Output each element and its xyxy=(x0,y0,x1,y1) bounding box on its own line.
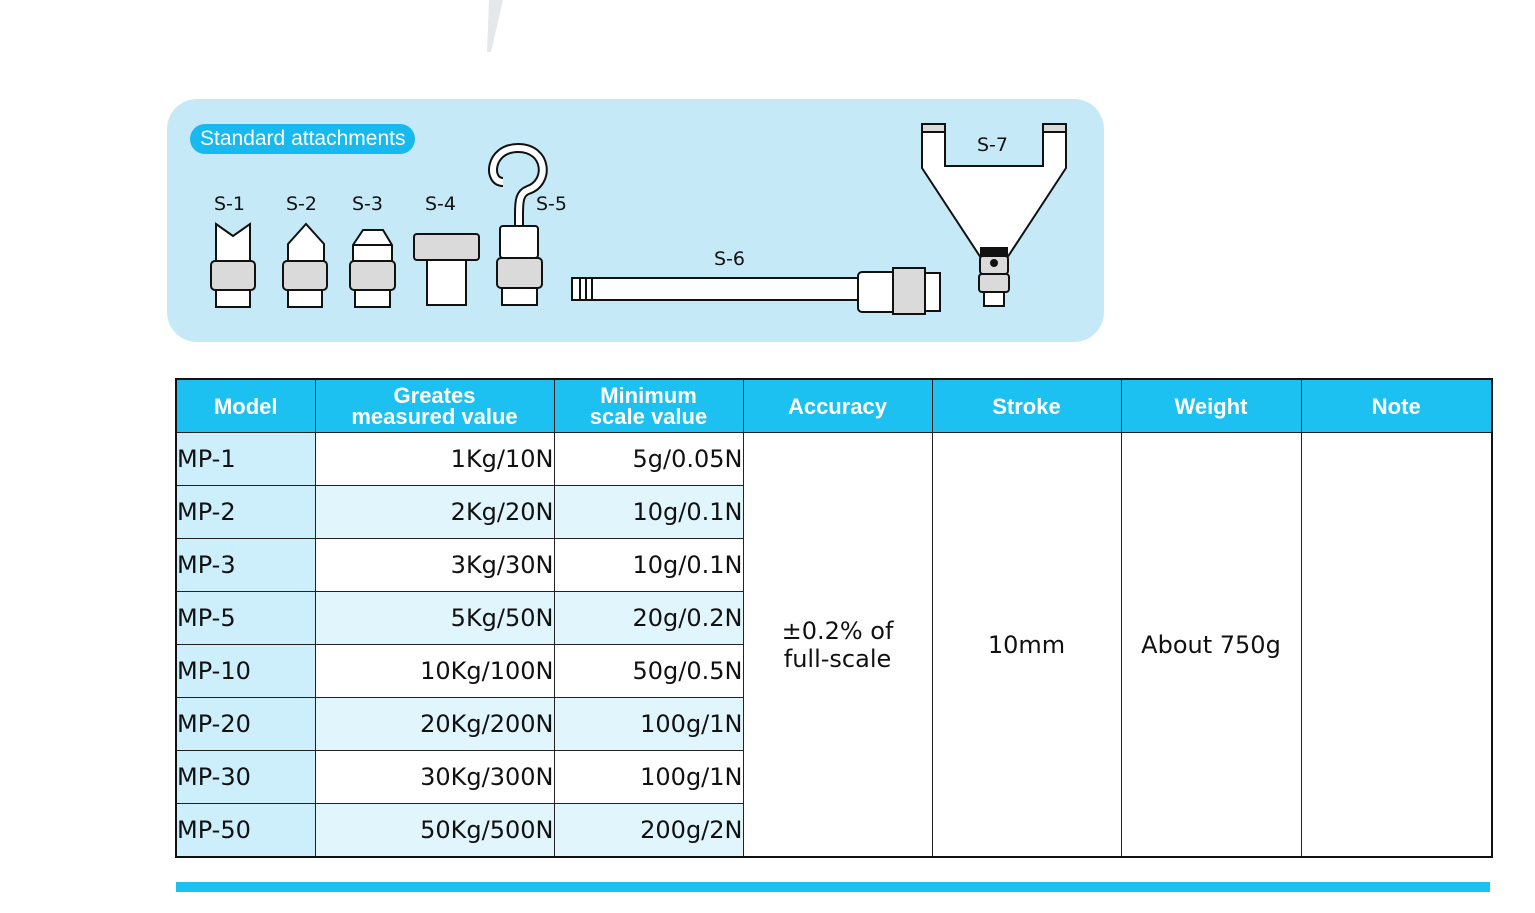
header-minimum-line1: Minimum xyxy=(600,383,697,408)
greatest-value-cell: 2Kg/20N xyxy=(315,486,554,539)
minimum-value-cell: 5g/0.05N xyxy=(554,433,743,486)
greatest-value-cell: 1Kg/10N xyxy=(315,433,554,486)
header-model: Model xyxy=(176,379,315,433)
model-cell: MP-5 xyxy=(176,592,315,645)
attachment-s3-icon xyxy=(350,230,395,307)
attachment-label-s1: S-1 xyxy=(214,193,246,215)
header-minimum-line2: scale value xyxy=(589,404,708,429)
specification-table xyxy=(175,378,1493,858)
model-cell: MP-50 xyxy=(176,804,315,858)
header-weight: Weight xyxy=(1121,379,1301,433)
minimum-value-cell: 10g/0.1N xyxy=(554,539,743,592)
attachment-s2-icon xyxy=(283,224,327,307)
stroke-cell: 10mm xyxy=(932,433,1121,858)
model-cell: MP-3 xyxy=(176,539,315,592)
attachment-label-s2: S-2 xyxy=(286,193,318,215)
accuracy-line1: ±0.2% of xyxy=(781,616,894,645)
model-cell: MP-20 xyxy=(176,698,315,751)
header-accuracy: Accuracy xyxy=(743,379,932,433)
greatest-value-cell: 5Kg/50N xyxy=(315,592,554,645)
attachment-s5-icon xyxy=(493,148,543,305)
attachments-title: Standard attachments xyxy=(190,124,415,154)
table-header-row xyxy=(176,379,1492,433)
table-row xyxy=(176,433,1492,486)
attachment-s1-icon xyxy=(211,224,255,307)
minimum-value-cell: 10g/0.1N xyxy=(554,486,743,539)
attachment-s4-icon xyxy=(414,234,479,305)
attachment-label-s5: S-5 xyxy=(536,193,568,215)
greatest-value-cell: 50Kg/500N xyxy=(315,804,554,858)
minimum-value-cell: 50g/0.5N xyxy=(554,645,743,698)
header-greatest-line1: Greates xyxy=(393,383,476,408)
greatest-value-cell: 10Kg/100N xyxy=(315,645,554,698)
attachment-label-s6: S-6 xyxy=(714,248,746,270)
bottom-divider-bar xyxy=(176,882,1490,892)
minimum-value-cell: 20g/0.2N xyxy=(554,592,743,645)
header-note: Note xyxy=(1301,379,1492,433)
minimum-value-cell: 200g/2N xyxy=(554,804,743,858)
greatest-value-cell: 30Kg/300N xyxy=(315,751,554,804)
header-greatest-value xyxy=(315,379,554,433)
minimum-value-cell: 100g/1N xyxy=(554,751,743,804)
attachment-label-s7: S-7 xyxy=(977,134,1009,156)
attachment-label-s3: S-3 xyxy=(352,193,384,215)
accuracy-cell xyxy=(743,433,932,858)
model-cell: MP-10 xyxy=(176,645,315,698)
model-cell: MP-30 xyxy=(176,751,315,804)
model-cell: MP-2 xyxy=(176,486,315,539)
greatest-value-cell: 20Kg/200N xyxy=(315,698,554,751)
header-greatest-line2: measured value xyxy=(351,404,518,429)
model-cell: MP-1 xyxy=(176,433,315,486)
greatest-value-cell: 3Kg/30N xyxy=(315,539,554,592)
weight-cell: About 750g xyxy=(1121,433,1301,858)
note-cell xyxy=(1301,433,1492,858)
attachment-s7-icon xyxy=(922,124,1066,306)
minimum-value-cell: 100g/1N xyxy=(554,698,743,751)
accuracy-line2: full-scale xyxy=(783,644,892,673)
attachment-label-s4: S-4 xyxy=(425,193,457,215)
header-stroke: Stroke xyxy=(932,379,1121,433)
attachment-s6-icon xyxy=(572,268,940,314)
header-minimum-value xyxy=(554,379,743,433)
